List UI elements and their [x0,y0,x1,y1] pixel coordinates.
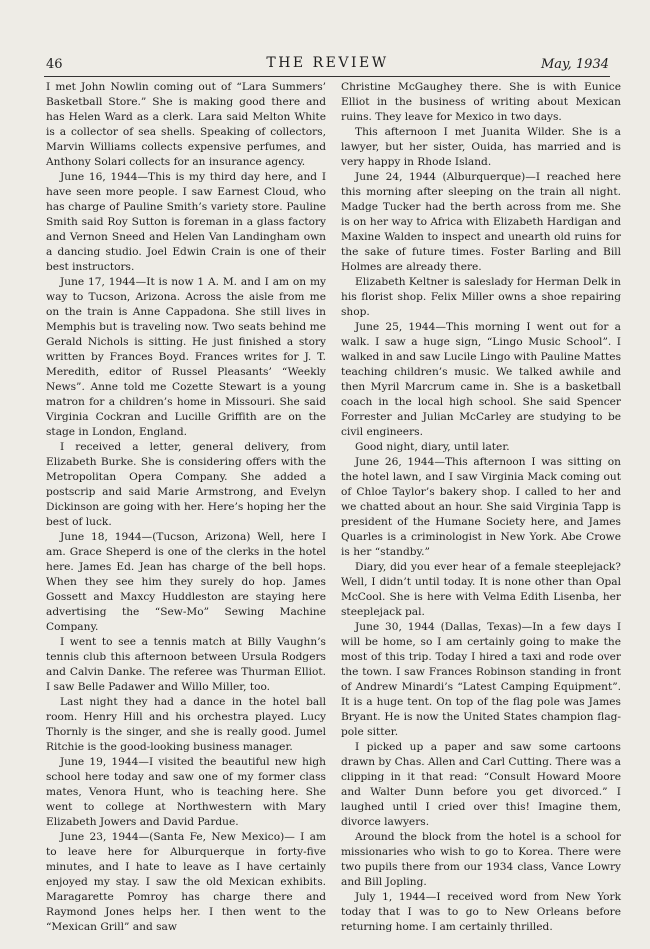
paragraph: This afternoon I met Juanita Wilder. She is a lawyer, but her sister, Ouida, has married and is very happy in Rhode Island. [341,126,621,168]
paragraph: I met John Nowlin coming out of “Lara Summers’ Basketball Store.” She is making good there and has Helen Ward as a clerk. Lara said Melton White is a collector of sea shells. Speaking of collectors, Marvin Williams collects expensive perfumes, and Anthony Solari collects for an insurance agency. [46,81,326,168]
text-columns [46,80,621,933]
paragraph: June 24, 1944 (Alburquerque)—I reached here this morning after sleeping on the train all night. Madge Tucker had the berth across from me. She is on her way to Africa with Elizabeth Hardigan and Maxine Walden to inspect and unearth old ruins for the sake of future times. Foster Barling and Bill Holmes are already there. [341,171,621,273]
left-column [46,80,326,933]
paragraph: June 19, 1944—I visited the beautiful new high school here today and saw one of my former class mates, Venora Hunt, who is teaching here. She went to college at Northwestern with Mary Elizabeth Jowers and David Pardue. [46,756,326,828]
paragraph: I received a letter, general delivery, from Elizabeth Burke. She is considering offers with the Metropolitan Opera Company. She added a postscrip and said Marie Armstrong, and Evelyn Dickinson are going with her. Here’s hoping her the best of luck. [46,441,326,528]
right-column [341,80,621,933]
paragraph: Around the block from the hotel is a school for missionaries who wish to go to Korea. There were two pupils there from our 1934 class, Vance Lowry and Bill Jopling. [341,831,621,888]
paragraph: Diary, did you ever hear of a female steeplejack? Well, I didn’t until today. It is none other than Opal McCool. She is here with Velma Edith Lisenba, her steeplejack pal. [341,561,621,618]
issue-date: May, 1934 [540,57,609,72]
paragraph: Elizabeth Keltner is saleslady for Herman Delk in his florist shop. Felix Miller owns a shoe repairing shop. [341,276,621,318]
paragraph: June 23, 1944—(Santa Fe, New Mexico)— I am to leave here for Alburquerque in forty-five minutes, and I hate to leave as I have certainly enjoyed my stay. I saw the old Mexican exhibits. Maragarette Pomroy has charge there and Raymond Jones helps her. I then went to the “Mexican Grill” and saw [46,831,326,933]
paragraph: June 17, 1944—It is now 1 A. M. and I am on my way to Tucson, Arizona. Across the aisle from me on the train is Anne Cappadona. She still lives in Memphis but is traveling now. Two seats behind me Gerald Nichols is sitting. He just finished a story written by Frances Boyd. Frances writes for J. T. Meredith, editor of Russel Pleasants’ “Weekly News”. Anne told me Cozette Stewart is a young matron for a children’s home in Missouri. She said Virginia Cockran and Lucille Griffith are on the stage in London, England. [46,276,326,438]
paragraph: Last night they had a dance in the hotel ball room. Henry Hill and his orchestra played. Lucy Thornly is the singer, and she is really good. Jumel Ritchie is the good-looking business manager. [46,696,326,753]
paragraph: I picked up a paper and saw some cartoons drawn by Chas. Allen and Carl Cutting. There was a clipping in it that read: “Consult Howard Moore and Walter Dunn before you get divorced.” I laughed until I cried over this! Imagine them, divorce lawyers. [341,741,621,828]
paragraph: I went to see a tennis match at Billy Vaughn’s tennis club this afternoon between Ursula Rodgers and Calvin Danke. The referee was Thurman Elliot. I saw Belle Padawer and Willo Miller, too. [46,636,326,693]
paragraph: July 1, 1944—I received word from New York today that I was to go to New Orleans before returning home. I am certainly thrilled. [341,891,621,933]
page-number: 46 [46,57,63,72]
journal-title: THE REVIEW [266,55,389,71]
running-header [46,54,609,74]
paragraph: June 25, 1944—This morning I went out for a walk. I saw a huge sign, “Lingo Music School”. I walked in and saw Lucile Lingo with Pauline Mattes teaching children’s music. We talked awhile and then Myril Marcrum came in. She is a basketball coach in the local high school. She said Spencer Forrester and Julian McCarley are studying to be civil engineers. [341,321,621,438]
paragraph: Good night, diary, until later. [355,441,510,453]
paragraph: June 18, 1944—(Tucson, Arizona) Well, here I am. Grace Sheperd is one of the clerks in the hotel here. James Ed. Jean has charge of the bell hops. When they see him they surely do hop. James Gossett and Maxcy Huddleston are staying here advertising the “Sew-Mo” Sewing Machine Company. [46,531,326,633]
header-rule [44,76,610,77]
paragraph: June 16, 1944—This is my third day here, and I have seen more people. I saw Earnest Cloud, who has charge of Pauline Smith’s variety store. Pauline Smith said Roy Sutton is foreman in a glass factory and Vernon Sneed and Helen Van Landingham own a dancing studio. Joel Edwin Crain is one of their best instructors. [46,171,326,273]
paragraph: June 30, 1944 (Dallas, Texas)—In a few days I will be home, so I am certainly going to make the most of this trip. Today I hired a taxi and rode over the town. I saw Frances Robinson standing in front of Andrew Minardi’s “Latest Camping Equipment”. It is a huge tent. On top of the flag pole was James Bryant. He is now the United States champion flag-pole sitter. [341,621,621,738]
paragraph: June 26, 1944—This afternoon I was sitting on the hotel lawn, and I saw Virginia Mack coming out of Chloe Taylor’s bakery shop. I called to her and we chatted about an hour. She said Virginia Tapp is president of the Humane Society here, and James Quarles is a criminologist in New York. Abe Crowe is her “standby.” [341,456,621,558]
paragraph: Christine McGaughey there. She is with Eunice Elliot in the business of writing about Mexican ruins. They leave for Mexico in two days. [341,81,621,123]
